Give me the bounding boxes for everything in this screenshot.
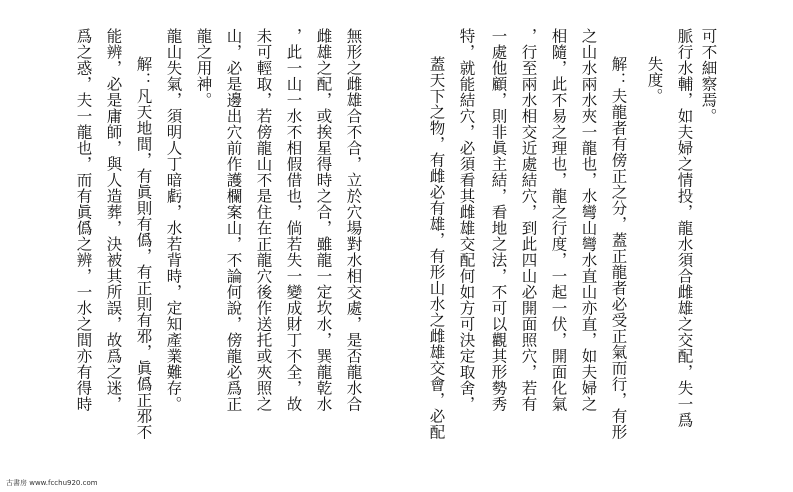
text-column: 能辨，必是庸師，與人造葬，決被其所誤，故爲之迷， (104, 28, 123, 412)
text-column: 特，就能結穴，必須看其雌雄交配何如方可決定取舍， (457, 28, 476, 412)
text-column: 雌雄之配，或挨星得時之合，雖龍一定坎水，巽龍乾水 (314, 28, 333, 412)
text-column: 解：凡天地間，有眞則有僞，有正則有邪，眞僞正邪不 (134, 56, 153, 440)
text-column: 一處他顧，則非眞主結，看地之法，不可以觀其形勢秀 (489, 28, 508, 412)
text-column: 龍山失氣，須明人丁暗虧，水若背時，定知產業難存。 (164, 28, 183, 412)
text-column: 相隨，此不易之理也，龍之行度，一起一伏，開面化氣 (549, 28, 568, 412)
text-column: 未可輕取，若傍龍山不是住在正龍穴後作送托或夾照之 (254, 28, 273, 412)
text-column: 解：夫龍者有傍正之分，蓋正龍者必受正氣而行，有形 (609, 56, 628, 440)
text-column: 山，必是邊出穴前作護欄案山，不論何說，傍龍必爲正 (224, 28, 243, 412)
text-column: 脈行水輔，如夫婦之情投，龍水須合雌雄之交配，失一爲 (675, 28, 694, 428)
text-column: 無形之雌雄合不合，立於穴場對水相交處，是否龍水合 (344, 28, 363, 412)
text-column: 蓋天下之物，有雌必有雄，有形山水之雌雄交會，必配 (427, 56, 446, 440)
text-column: ，此一山一水不相假借也，倘若失一變成財丁不全，故 (284, 28, 303, 412)
text-column: 爲之惑，夫一龍也，而有眞僞之辨，一水之間亦有得時 (74, 28, 93, 412)
text-column: 失度。 (645, 56, 664, 104)
site-watermark: 古書房 www.fcchu920.com (6, 479, 98, 487)
text-column: ，行至兩水相交近處結穴，到此四山必開面照穴，若有 (519, 28, 538, 412)
text-column: 龍之用神。 (194, 28, 213, 108)
text-column: 之山水兩水夾一龍也，水彎山彎水直山亦直，如夫婦之 (579, 28, 598, 412)
text-column: 可不細察焉。 (699, 28, 718, 124)
